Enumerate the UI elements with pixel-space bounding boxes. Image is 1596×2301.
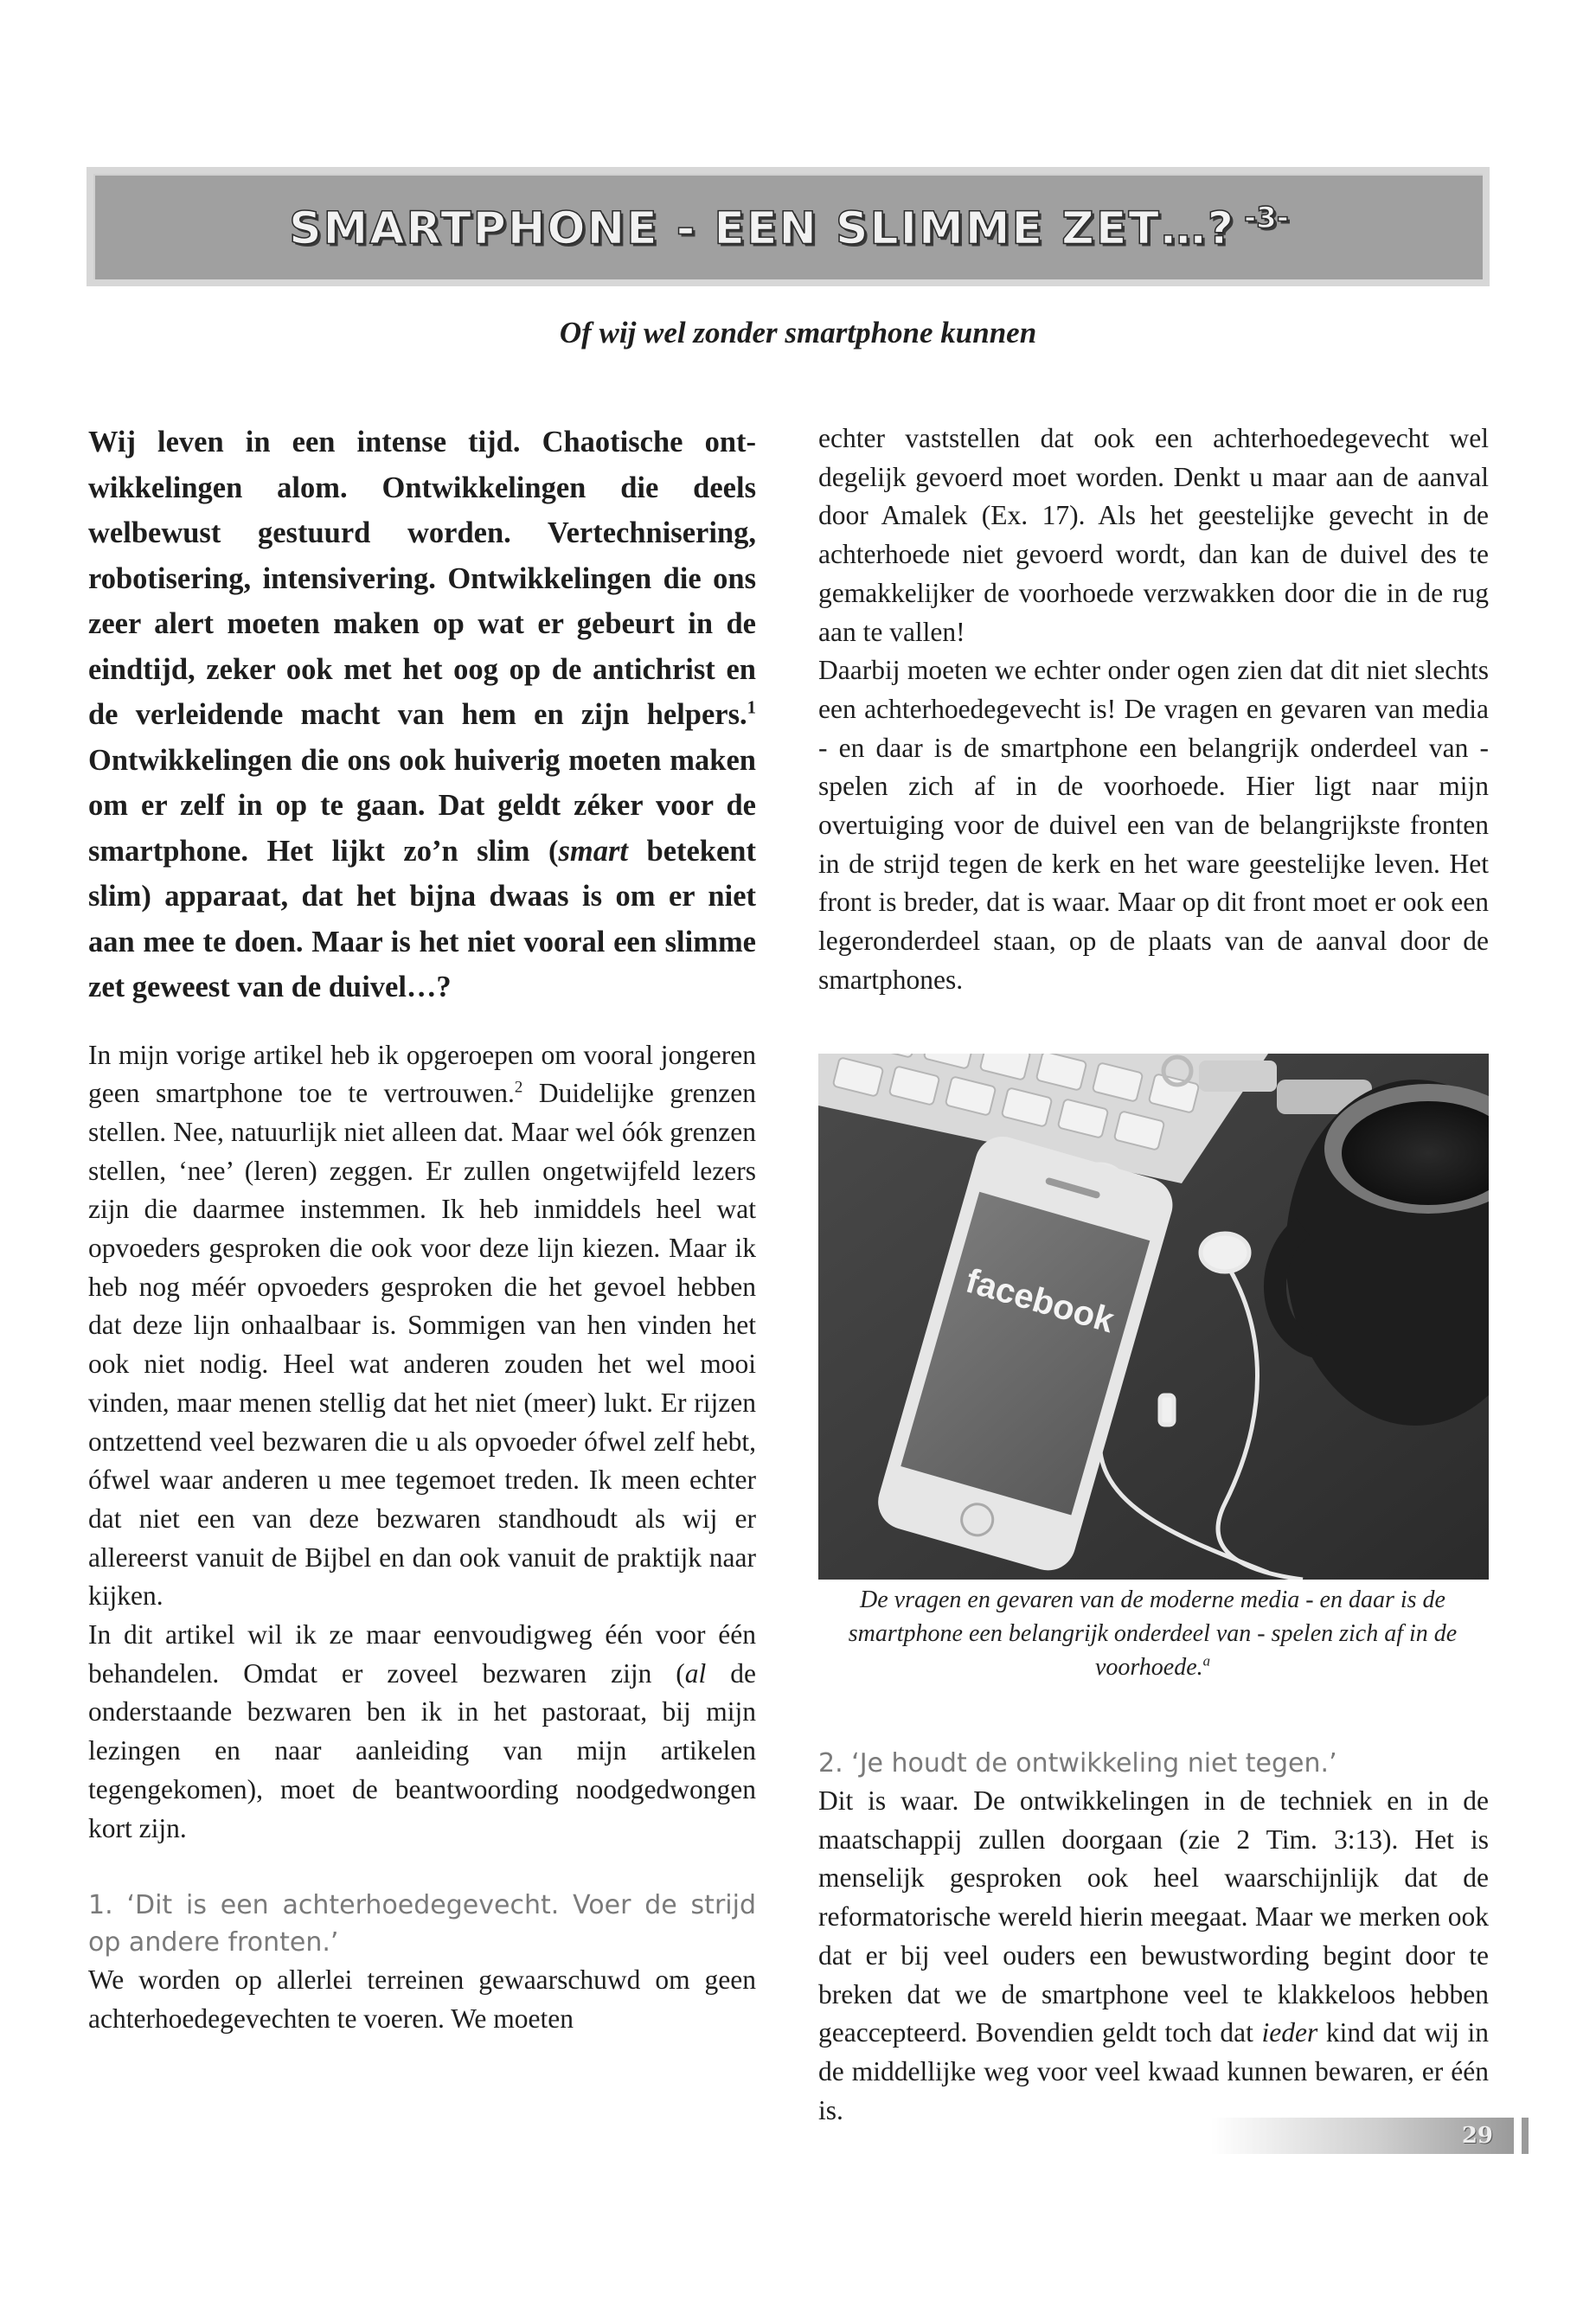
subtitle: Of wij wel zonder smartphone kunnen (559, 316, 1037, 349)
footnote-ref-2: 2 (514, 1078, 523, 1097)
article-photo (818, 1054, 1489, 1580)
body-paragraph-1 (88, 1036, 756, 1617)
section-2-text-end: kind dat wij in de middellijke weg voor veel kwaad kunnen bewaren, er één is. (818, 2017, 1489, 2125)
page-title (289, 201, 1289, 254)
photo-caption (804, 1583, 1501, 1684)
body-paragraph-2 (88, 1616, 756, 1848)
section-2-heading: 2. ‘Je houdt de ontwikkeling niet tegen.’ (818, 1748, 1337, 1779)
right-column (818, 420, 1489, 1000)
section-1-body: We worden op allerlei terreinen gewaarschuwd om geen achterhoedegevechten te voeren. We moeten (88, 1965, 756, 2034)
intro-text-cont: Ontwikkelingen die ons ook huiverig moeten maken om er zelf in op te gaan. Dat geldt zéker voor de smartphone. Het lijkt zo’n slim ( (88, 743, 756, 868)
right-paragraph-1: echter vaststellen dat ook een achterhoedegevecht wel degelijk gevoerd moet worden. Denkt u maar aan de aanval door Amalek (Ex. 17). Als het geestelijke gevecht in de achterhoede niet gevoerd wordt, dan kan de duivel des te gemakkelijker de voorhoede verzwakken door die in de rug aan te vallen! (818, 423, 1489, 647)
section-2-emphasis: ieder (1261, 2017, 1318, 2048)
left-column (88, 420, 756, 2039)
intro-paragraph (88, 420, 756, 1010)
title-banner (87, 167, 1490, 286)
section-2 (818, 1745, 1489, 2130)
intro-emphasis: smart (558, 834, 629, 868)
section-2-body (818, 1782, 1489, 2130)
title-text: SMARTPHONE - EEN SLIMME ZET…? (289, 202, 1235, 255)
p1-text: In mijn vorige artikel heb ik opgeroepen om vooral jongeren geen smartphone toe te vertrouwen. (88, 1039, 756, 1109)
section-1-heading: 1. ‘Dit is een achterhoedegevecht. Voer de strijd op andere fronten.’ (88, 1890, 756, 1958)
footnote-ref-1: 1 (747, 698, 756, 718)
smartphone-photo-illustration (818, 1054, 1489, 1580)
p2-emphasis: al (684, 1657, 707, 1689)
page-number: 29 (1461, 2123, 1493, 2149)
title-banner-inner (93, 174, 1483, 279)
intro-text-end: betekent slim) apparaat, dat het bijna dwaas is om er niet aan mee te doen. Maar is het niet vooral een slimme zet geweest van de duivel…? (88, 834, 756, 1003)
p2-text-cont: de onderstaande bezwaren ben ik in het pastoraat, bij mijn lezingen en naar aanleiding van mijn artikelen tegengekomen), moet de beantwoording noodgedwongen kort zijn. (88, 1657, 756, 1843)
facebook-logo-text: facebook (961, 1261, 1118, 1341)
intro-text: Wij leven in een intense tijd. Chaotische ontwikkelingen alom. Ontwikkelingen die deels welbewust gestuurd worden. Vertechnisering, robotisering, intensivering. Ontwikkelingen die ons zeer alert moeten maken op wat er gebeurt in de eindtijd, zeker ook met het oog op de antichrist en de verleidende macht van hem en zijn helpers. (88, 426, 756, 731)
p2-text: In dit artikel wil ik ze maar eenvoudigweg één voor één behandelen. Omdat er zoveel bezwaren zijn ( (88, 1619, 756, 1689)
title-part-number: -3- (1243, 200, 1289, 235)
p1-text-cont: Duidelijke grenzen stellen. Nee, natuurlijk niet alleen dat. Maar wel óók grenzen stellen, ‘nee’ (leren) zeggen. Er zullen ongetwijfeld lezers zijn die daarmee instemmen. Ik heb inmiddels heel wat opvoeders gesproken die ook voor deze lijn kiezen. Maar ik heb nog méér opvoeders gesproken die het gevoel hebben dat deze lijn onhaalbaar is. Sommigen van hen vinden het ook niet nodig. Heel wat anderen zouden het wel mooi vinden, maar menen stellig dat het niet (meer) lukt. Er rijzen ontzettend veel bezwaren die u als opvoeder ófwel zelf hebt, ófwel waar anderen u mee tegemoet treden. Ik meen echter dat niet een van deze bezwaren standhoudt als wij er allereerst vanuit de Bijbel en dan ook vanuit de praktijk naar kijken. (88, 1078, 756, 1612)
caption-note: a (1202, 1652, 1211, 1670)
right-paragraph-2: Daarbij moeten we echter onder ogen zien dat dit niet slechts een achterhoedegevecht is! De vragen en gevaren van media - en daar is de smartphone een belangrijk onderdeel van - spelen zich af in de voorhoede. Hier ligt naar mijn overtuiging voor de duivel een van de belangrijkste fronten in de strijd tegen de kerk en het ware geestelijke leven. Het front is breder, dat is waar. Maar op dit front moet er ook een legeronderdeel staan, op de plaats van de aanval door de smartphones. (818, 655, 1489, 995)
section-2-text: Dit is waar. De ontwikkelingen in de techniek en in de maatschappij zullen doorgaan (zie 2 Tim. 3:13). Het is menselijk gesproken ook heel waarschijnlijk dat de reformatorische wereld hierin meegaat. Maar we merken ook dat er bij veel ouders een bewustwording begint door te breken dat we de smartphone veel te klakkeloos hebben geaccepteerd. Bovendien geldt toch dat (818, 1785, 1489, 2048)
caption-text: De vragen en gevaren van de moderne media - en daar is de smartphone een belangrijk onderdeel van - spelen zich af in de voorhoede. (848, 1586, 1458, 1681)
footer-tick (1522, 2118, 1529, 2154)
